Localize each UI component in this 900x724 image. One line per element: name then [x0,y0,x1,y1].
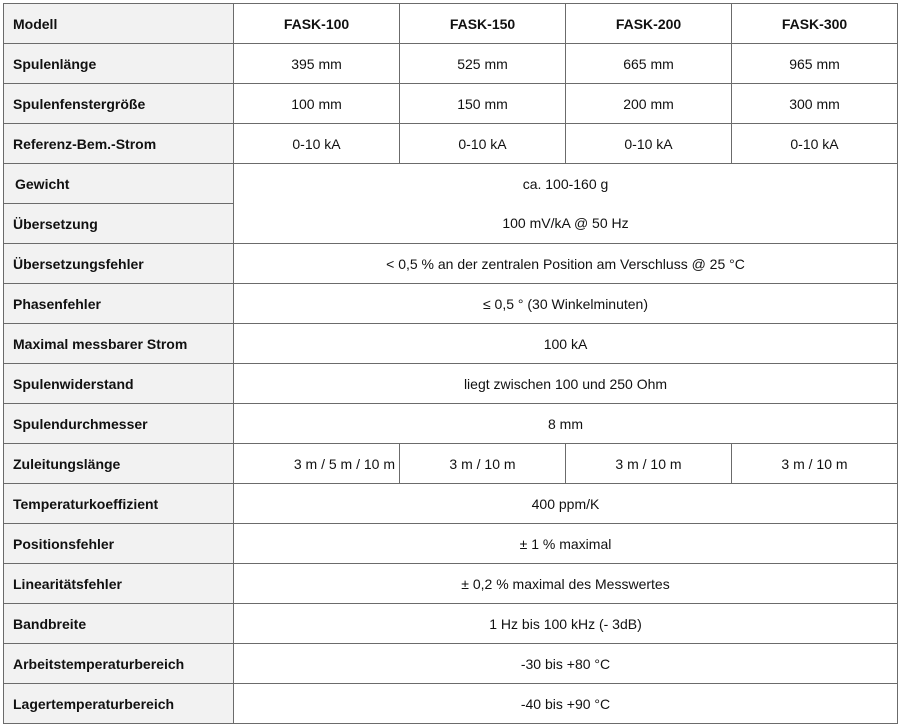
table-row [4,44,898,84]
cell-value: 200 mm [566,84,732,124]
table-row [4,164,898,204]
row-label-bandbreite: Bandbreite [4,604,234,644]
row-label-gewicht: Gewicht [4,164,234,204]
cell-value: 100 kA [234,324,898,364]
table-row [4,644,898,684]
model-header-fask-200: FASK-200 [566,4,732,44]
table-row [4,684,898,724]
table-row [4,524,898,564]
cell-value: 100 mm [234,84,400,124]
cell-value: ≤ 0,5 ° (30 Winkelminuten) [234,284,898,324]
cell-value: 400 ppm/K [234,484,898,524]
row-label-arbeitstemp: Arbeitstemperaturbereich [4,644,234,684]
cell-value: 3 m / 10 m [566,444,732,484]
row-label-lagertemp: Lagertemperaturbereich [4,684,234,724]
cell-value: 1 Hz bis 100 kHz (- 3dB) [234,604,898,644]
model-header-fask-150: FASK-150 [400,4,566,44]
header-row [4,4,898,44]
cell-value: ca. 100-160 g [234,164,898,204]
row-label-spulenwiderstand: Spulenwiderstand [4,364,234,404]
cell-value: -40 bis +90 °C [234,684,898,724]
cell-value: 150 mm [400,84,566,124]
table-row [4,404,898,444]
cell-value: 0-10 kA [400,124,566,164]
cell-value: ± 0,2 % maximal des Messwertes [234,564,898,604]
table-row [4,124,898,164]
cell-value: 395 mm [234,44,400,84]
cell-value: 100 mV/kA @ 50 Hz [234,204,898,244]
row-label-spulenlaenge: Spulenlänge [4,44,234,84]
row-label-positionsfehler: Positionsfehler [4,524,234,564]
cell-value: 0-10 kA [234,124,400,164]
cell-value: 0-10 kA [732,124,898,164]
table-row [4,284,898,324]
table-row [4,244,898,284]
spec-table [3,3,898,724]
table-row [4,484,898,524]
row-label-referenz: Referenz-Bem.-Strom [4,124,234,164]
table-row [4,84,898,124]
cell-value: 3 m / 10 m [400,444,566,484]
row-label-temperaturkoeff: Temperaturkoeffizient [4,484,234,524]
row-label-uebersetzungsfehler: Übersetzungsfehler [4,244,234,284]
model-header-fask-100: FASK-100 [234,4,400,44]
model-header-fask-300: FASK-300 [732,4,898,44]
table-row [4,364,898,404]
table-row [4,204,898,244]
table-row [4,564,898,604]
model-header-label: Modell [4,4,234,44]
table-row [4,604,898,644]
cell-value: 965 mm [732,44,898,84]
row-label-phasenfehler: Phasenfehler [4,284,234,324]
cell-value: 665 mm [566,44,732,84]
cell-value: 3 m / 5 m / 10 m [234,444,400,484]
table-row [4,324,898,364]
cell-value: liegt zwischen 100 und 250 Ohm [234,364,898,404]
row-label-zuleitung: Zuleitungslänge [4,444,234,484]
cell-value: -30 bis +80 °C [234,644,898,684]
table-row [4,444,898,484]
cell-value: 0-10 kA [566,124,732,164]
cell-value: 300 mm [732,84,898,124]
row-label-uebersetzung: Übersetzung [4,204,234,244]
cell-value: 8 mm [234,404,898,444]
row-label-spulenfenster: Spulenfenstergröße [4,84,234,124]
row-label-linearitaet: Linearitätsfehler [4,564,234,604]
cell-value: < 0,5 % an der zentralen Position am Verschluss @ 25 °C [234,244,898,284]
cell-value: ± 1 % maximal [234,524,898,564]
cell-value: 525 mm [400,44,566,84]
row-label-max-strom: Maximal messbarer Strom [4,324,234,364]
row-label-spulendurchmesser: Spulendurchmesser [4,404,234,444]
cell-value: 3 m / 10 m [732,444,898,484]
